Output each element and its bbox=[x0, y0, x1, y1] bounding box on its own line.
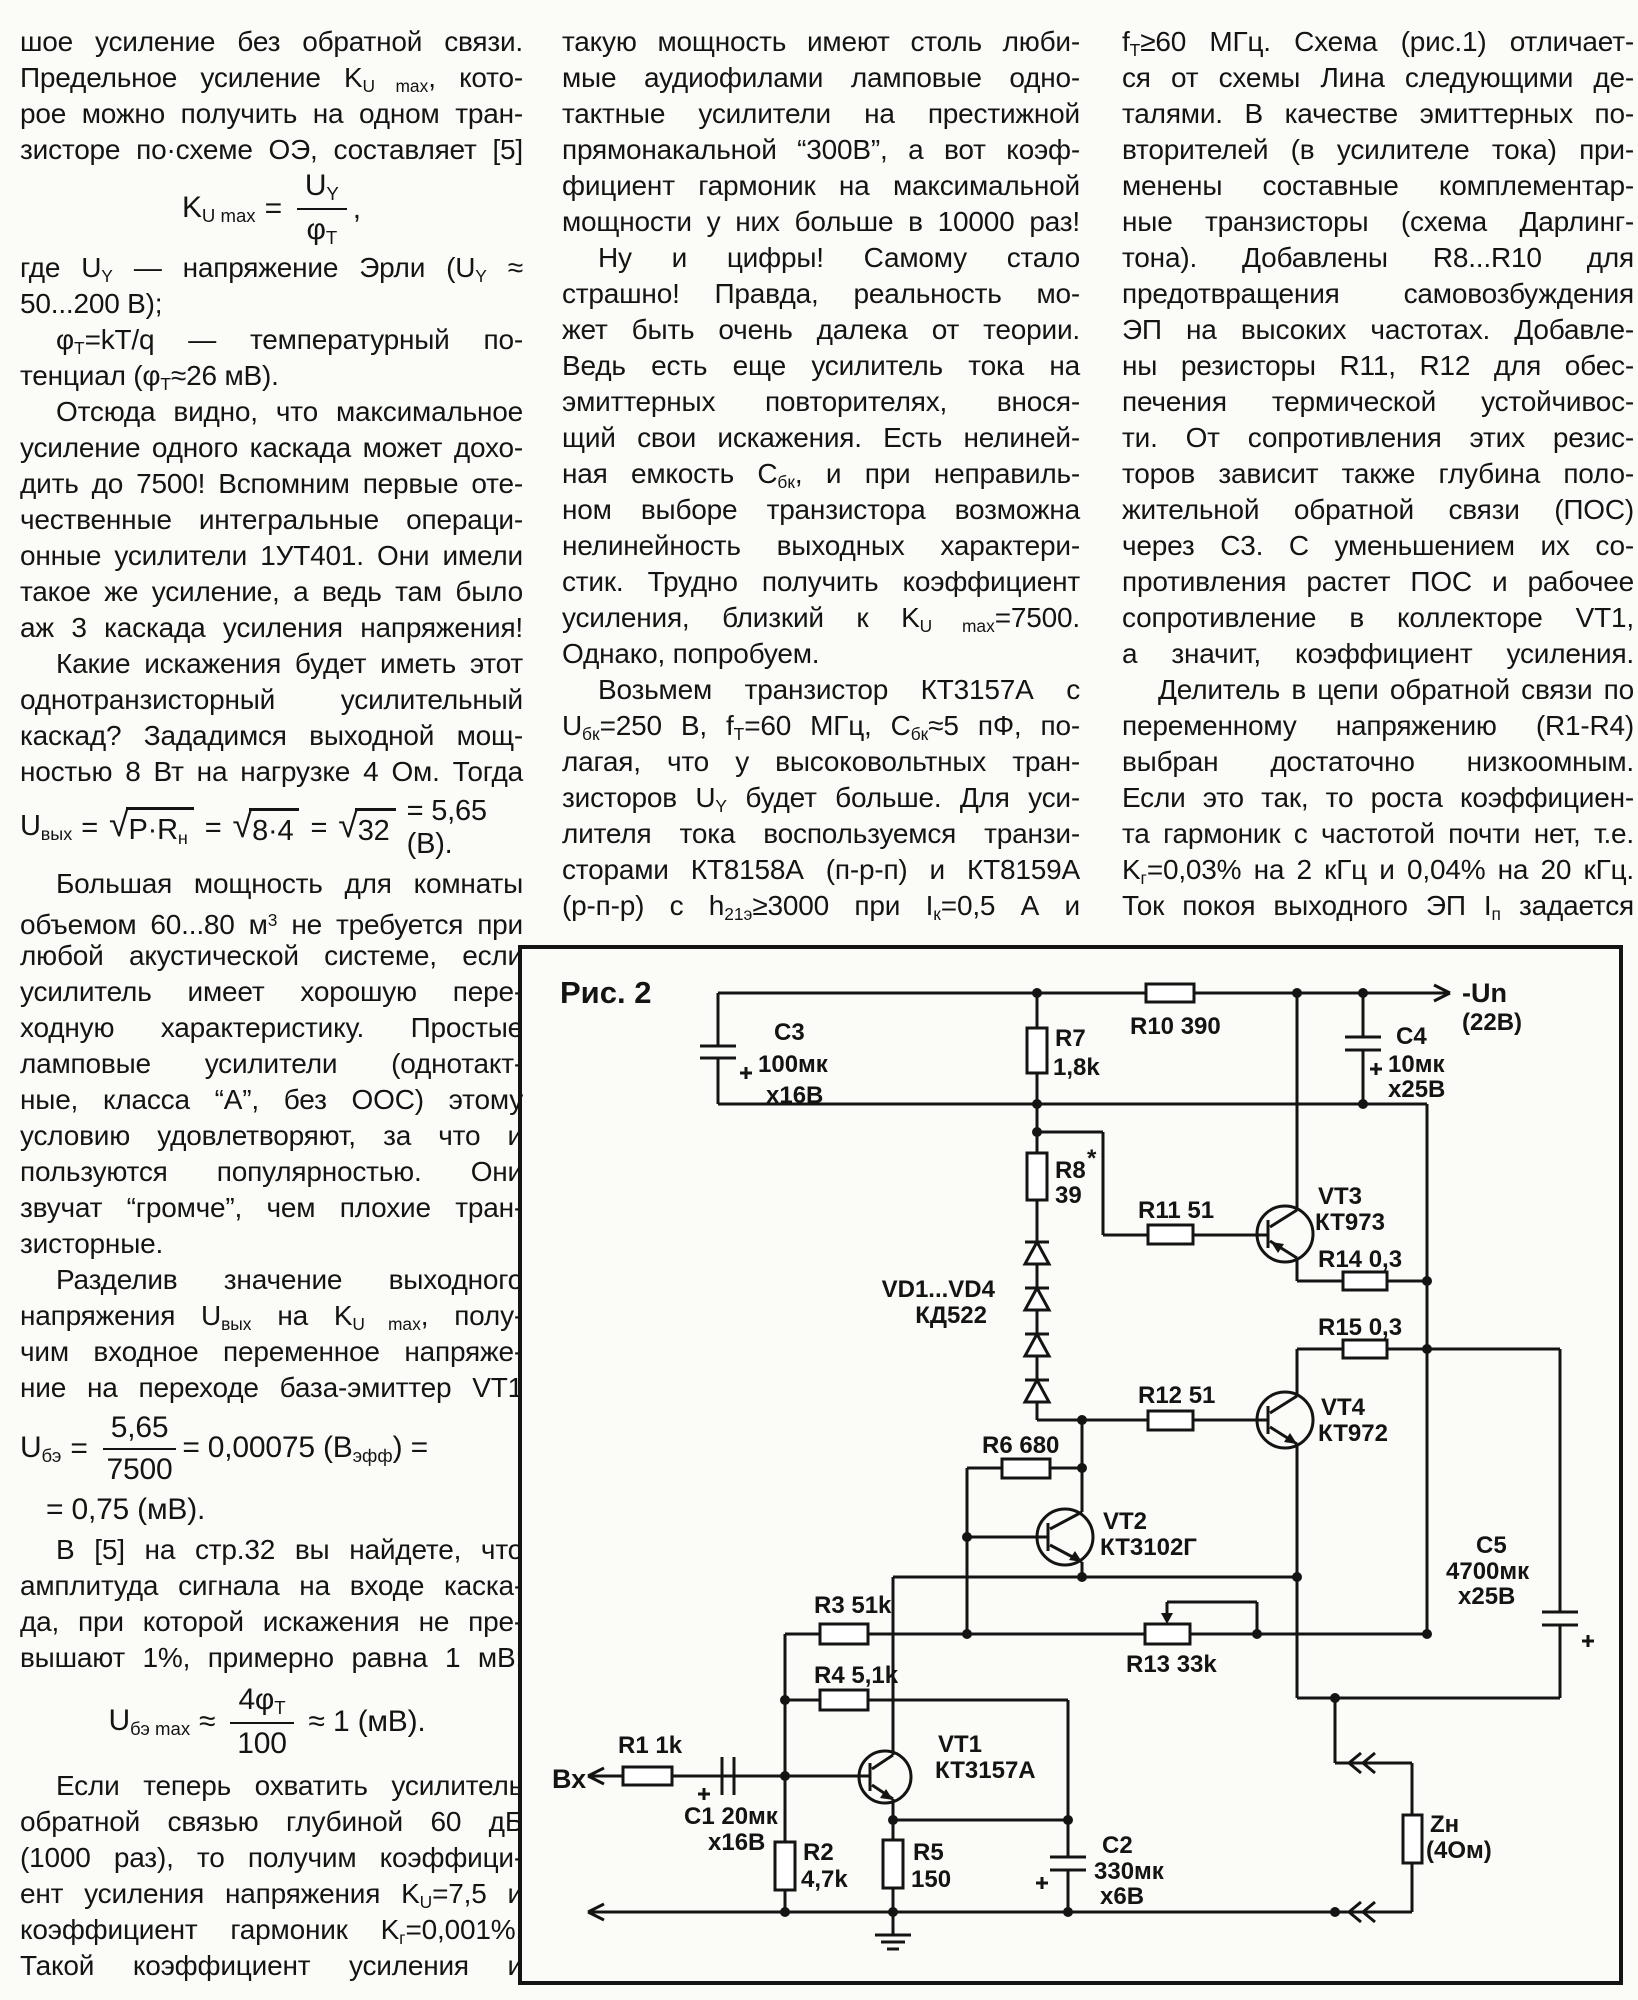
label-r7: R7 bbox=[1055, 1025, 1086, 1052]
resistor-r8 bbox=[1027, 1153, 1047, 1200]
text-line: аж 3 каскада усиления напряжения! bbox=[20, 612, 523, 643]
resistor-r14 bbox=[1343, 1272, 1387, 1290]
text-line: ент усиления напряжения $K_U=7,5$ и bbox=[20, 1878, 523, 1912]
text-line: чественные интегральные операци- bbox=[20, 504, 523, 535]
text-line: звучат “громче”, чем плохие тран- bbox=[20, 1192, 523, 1223]
text-line: тона). Добавлены R8...R10 для bbox=[1122, 242, 1634, 273]
label-r2: R2 bbox=[803, 1839, 834, 1866]
text-line: Делитель в цепи обратной связи по bbox=[1158, 674, 1634, 705]
formula-row: = 0,75 (мВ). bbox=[46, 1493, 206, 1526]
text-line: 50...200 В); bbox=[20, 288, 163, 319]
text-line: талями. В качестве эмиттерных по- bbox=[1122, 98, 1634, 129]
text-line: онные усилители 1УТ401. Они имели bbox=[20, 540, 523, 571]
text-line: ся от схемы Лина следующими де- bbox=[1122, 62, 1634, 93]
text-line: зисторные. bbox=[20, 1228, 164, 1259]
label-r4: R4 5,1k bbox=[814, 1662, 899, 1689]
diode-vd1 bbox=[1025, 1242, 1049, 1264]
text-line: мощности у них больше в 10000 раз! bbox=[562, 206, 1080, 237]
resistor-r15 bbox=[1343, 1340, 1387, 1358]
text-line: зисторе по·схеме ОЭ, составляет [5] bbox=[20, 134, 523, 165]
label-input: Вх bbox=[552, 1764, 587, 1794]
text-line: Если теперь охватить усилитель bbox=[56, 1770, 523, 1801]
approx-sign: ≈ bbox=[199, 1705, 216, 1738]
text-line: объемом 60...80 $м^3$ не требуется при bbox=[20, 908, 523, 940]
label-r3: R3 51k bbox=[814, 1592, 892, 1619]
label-r7-value: 1,8k bbox=[1053, 1054, 1100, 1081]
text-line: $f_T\ge 60$ МГц. Схема (рис.1) отличает- bbox=[1122, 26, 1634, 60]
label-r13: R13 33k bbox=[1126, 1651, 1217, 1678]
fraction bbox=[297, 169, 347, 249]
text-line: пользуются популярностью. Они bbox=[20, 1156, 523, 1187]
label-zn: Zн bbox=[1430, 1811, 1460, 1838]
text-line: ные, класса “А”, без ООС) этому bbox=[20, 1084, 523, 1115]
text-line: Ток покоя выходного ЭП $I_п$ задается bbox=[1122, 890, 1634, 924]
text-line: тенциал ($\varphi_T\approx 26$ мВ). bbox=[20, 360, 279, 394]
formula-ube bbox=[20, 1406, 523, 1532]
text-line: прямонакальной “300В”, а вот коэф- bbox=[562, 134, 1080, 165]
label-r5-value: 150 bbox=[911, 1866, 952, 1893]
text-line: Если это так, то роста коэффициен- bbox=[1122, 782, 1634, 813]
formula-mid: = 0,00075 $(В_{эфф})$ = bbox=[182, 1430, 428, 1467]
label-r11: R11 51 bbox=[1138, 1197, 1215, 1224]
text-line: лителя тока воспользуемся транзи- bbox=[562, 818, 1080, 849]
text-line: коэффициент гармоник $K_г=0,001\%$. bbox=[20, 1914, 523, 1948]
equals-sign: = bbox=[70, 1432, 88, 1465]
paragraph-block bbox=[20, 1532, 523, 1676]
label-supply-voltage: (22В) bbox=[1462, 1009, 1523, 1036]
text-line: амплитуда сигнала на входе каска- bbox=[20, 1570, 523, 1601]
label-r6: R6 680 bbox=[982, 1432, 1060, 1459]
label-r2-value: 4,7k bbox=[801, 1866, 848, 1893]
text-line: ти. От сопротивления этих резис- bbox=[1122, 422, 1634, 453]
text-line: Какие искажения будет иметь этот bbox=[56, 648, 523, 679]
label-zn-value: (4Ом) bbox=[1426, 1837, 1492, 1864]
label-r8-asterisk: * bbox=[1087, 1145, 1097, 1172]
comma: , bbox=[352, 192, 361, 225]
paragraph-block bbox=[20, 1768, 523, 1984]
text-line: ламповые усилители (однотакт- bbox=[20, 1048, 523, 1079]
resistor-r12 bbox=[1148, 1411, 1193, 1430]
fraction bbox=[103, 1411, 177, 1487]
text-line: (р-п-р) с $h_{21э}\ge 3000$ при $I_к=0,5$ А и bbox=[562, 890, 1080, 924]
resistor-r2 bbox=[775, 1842, 795, 1890]
text-line: каскад? Зададимся выходной мощ- bbox=[20, 720, 523, 751]
label-c5: C5 bbox=[1476, 1532, 1507, 1559]
text-line: та гармоник с частотой почти нет, т.е. bbox=[1122, 818, 1634, 849]
text-line: любой акустической системе, если bbox=[20, 940, 523, 971]
text-column-3 bbox=[1122, 24, 1634, 924]
text-line: Отсюда видно, что максимальное bbox=[56, 396, 523, 427]
formula-result: = 5,65 (В). bbox=[406, 795, 487, 860]
text-line: менены составные комплементар- bbox=[1122, 170, 1634, 201]
resistor-r5 bbox=[883, 1840, 903, 1888]
text-line: ходную характеристику. Простые bbox=[20, 1012, 523, 1043]
label-vt4-type: КТ972 bbox=[1318, 1420, 1388, 1447]
text-line: Большая мощность для комнаты bbox=[56, 868, 523, 899]
label-vt3-type: КТ973 bbox=[1315, 1209, 1385, 1236]
text-line: ные транзисторы (схема Дарлинг- bbox=[1122, 206, 1634, 237]
text-line: (1000 раз), то получим коэффици- bbox=[20, 1842, 523, 1873]
resistor-r11 bbox=[1148, 1225, 1193, 1244]
text-line: шое усиление без обратной связи. bbox=[20, 26, 523, 57]
label-c4: C4 bbox=[1396, 1023, 1427, 1050]
figure-caption: Рис. 2 bbox=[560, 975, 652, 1010]
formula-uvyh bbox=[20, 790, 523, 866]
schematic-figure bbox=[518, 945, 1623, 1985]
formula-lhs: $K_{U max}$ bbox=[182, 190, 256, 227]
text-line: а значит, коэффициент усиления. bbox=[1122, 638, 1634, 669]
equals-sign: = bbox=[310, 811, 328, 844]
text-column-2 bbox=[562, 24, 1080, 924]
text-line: жет быть очень далека от теории. bbox=[562, 314, 1080, 345]
label-vt3: VT3 bbox=[1318, 1183, 1363, 1210]
load-zn bbox=[1403, 1815, 1422, 1863]
label-vt2-type: КТ3102Г bbox=[1100, 1534, 1197, 1561]
formula-lhs: $U_{бэ max}$ bbox=[108, 1703, 191, 1740]
label-c5-voltage: x25В bbox=[1458, 1583, 1516, 1610]
resistor-r6 bbox=[1002, 1459, 1050, 1478]
text-line: ностью 8 Вт на нагрузке 4 Ом. Тогда bbox=[20, 756, 523, 787]
text-line: печения термической устойчивос- bbox=[1122, 386, 1634, 417]
text-line: переменному напряжению (R1-R4) bbox=[1122, 710, 1634, 741]
text-line: вторителей (в усилителе тока) при- bbox=[1122, 134, 1634, 165]
trimmer-r13 bbox=[1145, 1624, 1190, 1644]
fraction bbox=[230, 1683, 293, 1761]
label-vd1-vd4: VD1...VD4 bbox=[881, 1276, 995, 1303]
text-line: обратной связью глубиной 60 дБ bbox=[20, 1806, 523, 1837]
label-r12: R12 51 bbox=[1138, 1382, 1216, 1409]
text-line: такое же усиление, а ведь там было bbox=[20, 576, 523, 607]
text-line: Ну и цифры! Самому стало bbox=[598, 242, 1080, 273]
fraction-denominator: 100 bbox=[237, 1727, 287, 1761]
text-line: рое можно получить на одном тран- bbox=[20, 98, 523, 129]
text-line: ная емкость $С_{бк}$, и при неправиль- bbox=[562, 458, 1080, 492]
text-line: тактные усилители на престижной bbox=[562, 98, 1080, 129]
text-line: мые аудиофилами ламповые одно- bbox=[562, 62, 1080, 93]
text-line: через С3. С уменьшением их со- bbox=[1122, 530, 1634, 561]
text-line: Предельное усиление $K_{U max}$, кото- bbox=[20, 62, 523, 96]
diode-vd2 bbox=[1025, 1288, 1049, 1310]
text-line: ние на переходе база-эмиттер VT1 bbox=[20, 1372, 523, 1403]
text-line: сопротивление в коллекторе VT1, bbox=[1122, 602, 1634, 633]
radical: √ $P\cdot R_н$ bbox=[109, 807, 194, 849]
text-line: вышают 1%, примерно равна 1 мВ: bbox=[20, 1642, 523, 1673]
fraction-denominator: 7500 bbox=[106, 1453, 173, 1486]
fraction-denominator: $\varphi_T$ bbox=[306, 213, 338, 249]
text-line: ном выборе транзистора возможна bbox=[562, 494, 1080, 525]
text-line: условию удовлетворяют, за что и bbox=[20, 1120, 523, 1151]
text-line: ны резисторы R11, R12 для обес- bbox=[1122, 350, 1634, 381]
label-c1-voltage: x16В bbox=[708, 1829, 766, 1856]
label-r8: R8 bbox=[1055, 1157, 1086, 1184]
text-line: да, при которой искажения не пре- bbox=[20, 1606, 523, 1637]
label-r10: R10 390 bbox=[1130, 1013, 1221, 1040]
text-line: противления растет ПОС и рабочее bbox=[1122, 566, 1634, 597]
text-line: усиления, близкий к $K_{U max}=7500$. bbox=[562, 602, 1080, 636]
text-line: ЭП на высоких частотах. Добавле- bbox=[1122, 314, 1634, 345]
diode-vd3 bbox=[1025, 1334, 1049, 1356]
text-line: чим входное переменное напряже- bbox=[20, 1336, 523, 1367]
paragraph-block bbox=[20, 24, 523, 168]
paragraph-block bbox=[20, 866, 523, 1406]
label-vt1-type: КТ3157А bbox=[935, 1757, 1036, 1784]
label-c3-value: 100мк bbox=[758, 1051, 828, 1078]
label-r8-value: 39 bbox=[1055, 1182, 1082, 1209]
text-line: такую мощность имеют столь люби- bbox=[562, 26, 1080, 57]
text-line: предотвращения самовозбуждения bbox=[1122, 278, 1634, 309]
text-line: усилитель имеет хорошую пере- bbox=[20, 976, 523, 1007]
radical: √ 8·4 bbox=[233, 808, 300, 848]
text-line: Однако, попробуем. bbox=[562, 638, 820, 669]
text-line: лагая, что у высоковольтных тран- bbox=[562, 746, 1080, 777]
fraction-numerator: $U_Y$ bbox=[297, 169, 347, 210]
label-r14: R14 0,3 bbox=[1318, 1246, 1403, 1273]
label-vd-type: КД522 bbox=[915, 1302, 987, 1329]
resistor-r7 bbox=[1027, 1028, 1047, 1073]
label-c3-voltage: x16В bbox=[766, 1082, 824, 1109]
paragraph-block bbox=[20, 250, 523, 790]
label-c1: C1 20мк bbox=[684, 1803, 778, 1830]
equals-sign: = bbox=[264, 192, 282, 225]
text-column-1 bbox=[20, 24, 523, 1984]
label-supply: -Un bbox=[1462, 978, 1507, 1008]
formula-ku-max bbox=[20, 168, 523, 250]
fraction-numerator: $4\varphi_T$ bbox=[230, 1683, 293, 1724]
text-line: Возьмем транзистор КТ3157А с bbox=[598, 674, 1080, 705]
label-vt1: VT1 bbox=[938, 1731, 983, 1758]
label-r15: R15 0,3 bbox=[1318, 1314, 1403, 1341]
text-line: зисторов $U_Y$ будет больше. Для уси- bbox=[562, 782, 1080, 816]
formula-row bbox=[20, 1411, 428, 1487]
formula-lhs: $U_{вых}$ bbox=[20, 810, 73, 845]
component-labels bbox=[552, 978, 1530, 1910]
label-c2-voltage: x6В bbox=[1100, 1883, 1145, 1910]
radical: √ 32 bbox=[338, 808, 395, 848]
text-line: торов зависит также глубина поло- bbox=[1122, 458, 1634, 489]
label-c4-value: 10мк bbox=[1388, 1051, 1445, 1078]
text-line: эмиттерных повторителях, внося- bbox=[562, 386, 1080, 417]
junction-dots bbox=[780, 988, 1432, 1917]
label-r5: R5 bbox=[913, 1839, 944, 1866]
text-line: нелинейность выходных характери- bbox=[562, 530, 1080, 561]
text-line: где $U_Y$ — напряжение Эрли ($U_Y$ ≈ bbox=[20, 252, 524, 286]
text-line: В [5] на стр.32 вы найдете, что bbox=[56, 1534, 523, 1565]
label-c2-value: 330мк bbox=[1094, 1858, 1164, 1885]
label-c4-voltage: x25В bbox=[1388, 1076, 1446, 1103]
resistor-r4 bbox=[820, 1690, 868, 1710]
text-line: напряжения $U_{вых}$ на $K_{U max}$, полу- bbox=[20, 1300, 523, 1334]
equals-sign: = bbox=[204, 811, 222, 844]
text-line: стик. Трудно получить коэффициент bbox=[562, 566, 1080, 597]
label-r1: R1 1k bbox=[618, 1732, 683, 1759]
text-line: Разделив значение выходного bbox=[56, 1264, 523, 1295]
resistor-r10 bbox=[1146, 984, 1194, 1002]
label-c3: C3 bbox=[774, 1019, 805, 1046]
label-c5-value: 4700мк bbox=[1446, 1558, 1530, 1585]
text-line: $K_г=0,03\%$ на 2 кГц и 0,04% на 20 кГц. bbox=[1122, 854, 1634, 888]
equals-sign: = bbox=[81, 811, 98, 844]
text-line: однотранзисторный усилительный bbox=[20, 684, 523, 715]
formula-lhs: $U_{бэ}$ bbox=[20, 1430, 62, 1467]
text-line: фициент гармоник на максимальной bbox=[562, 170, 1080, 201]
text-line: щий свои искажения. Есть нелиней- bbox=[562, 422, 1080, 453]
label-vt2: VT2 bbox=[1103, 1508, 1148, 1535]
formula-ube-max bbox=[20, 1676, 523, 1768]
text-line: $\varphi_T=kT/q$ — температурный по- bbox=[56, 324, 523, 358]
text-line: жительной обратной связи (ПОС) bbox=[1122, 494, 1634, 525]
text-line: страшно! Правда, реальность мо- bbox=[562, 278, 1080, 309]
circuit-diagram bbox=[518, 945, 1623, 1985]
text-line: сторами КТ8158А (п-р-п) и КТ8159А bbox=[562, 854, 1080, 885]
text-line: дить до 7500! Вспомним первые оте- bbox=[20, 468, 523, 499]
diode-vd4 bbox=[1025, 1380, 1049, 1402]
label-c2: C2 bbox=[1102, 1832, 1133, 1859]
text-line: $U_{бк}=250$ В, $f_T=60$ МГц, $С_{бк}\approx 5$ пФ, по- bbox=[562, 710, 1080, 744]
fraction-numerator: 5,65 bbox=[103, 1411, 177, 1450]
formula-result: ≈ 1 (мВ). bbox=[308, 1705, 426, 1738]
resistor-r3 bbox=[820, 1624, 868, 1644]
resistor-r1 bbox=[623, 1767, 672, 1785]
text-line: выбран достаточно низкоомным. bbox=[1122, 746, 1634, 777]
text-line: усиление одного каскада может дохо- bbox=[20, 432, 523, 463]
text-line: Ведь есть еще усилитель тока на bbox=[562, 350, 1080, 381]
text-line: Такой коэффициент усиления и bbox=[20, 1950, 523, 1981]
label-vt4: VT4 bbox=[1321, 1394, 1366, 1421]
